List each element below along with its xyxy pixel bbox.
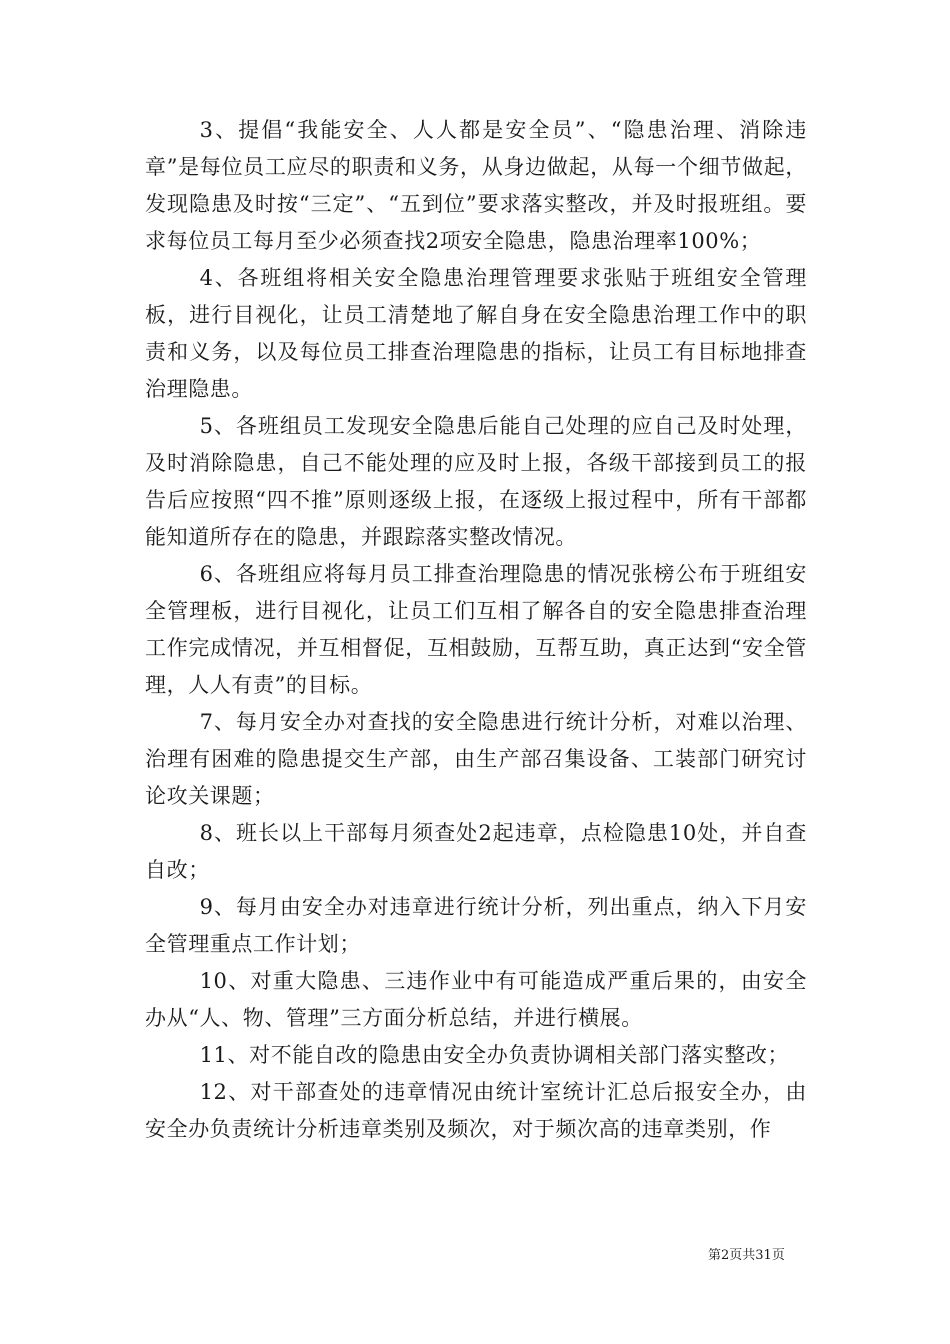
paragraph-4: 4、各班组将相关安全隐患治理管理要求张贴于班组安全管理板，进行目视化，让员工清楚地了解自身在安全隐患治理工作中的职责和义务，以及每位员工排查治理隐患的指标，让员工有目标地排查治理隐患。 (145, 266, 807, 401)
paragraph-8: 8、班长以上干部每月须查处2起违章，点检隐患10处，并自查自改； (145, 821, 807, 882)
document-body (145, 112, 807, 1148)
paragraph-3: 3、提倡“我能安全、人人都是安全员”、“隐患治理、消除违章”是每位员工应尽的职责和义务，从身边做起，从每一个细节做起，发现隐患及时按“三定”、“五到位”要求落实整改，并及时报班组。要求每位员工每月至少必须查找2项安全隐患，隐患治理率100%； (145, 118, 807, 253)
paragraph-6: 6、各班组应将每月员工排查治理隐患的情况张榜公布于班组安全管理板，进行目视化，让员工们互相了解各自的安全隐患排查治理工作完成情况，并互相督促，互相鼓励，互帮互助，真正达到“安全管理，人人有责”的目标。 (145, 562, 807, 697)
paragraph-9: 9、每月由安全办对违章进行统计分析，列出重点，纳入下月安全管理重点工作计划； (145, 895, 807, 956)
paragraph-7: 7、每月安全办对查找的安全隐患进行统计分析，对难以治理、治理有困难的隐患提交生产部，由生产部召集设备、工装部门研究讨论攻关课题； (145, 710, 807, 808)
paragraph-11: 11、对不能自改的隐患由安全办负责协调相关部门落实整改； (199, 1043, 790, 1067)
page-number: 第2页共31页 (708, 1248, 785, 1263)
paragraph-12: 12、对干部查处的违章情况由统计室统计汇总后报安全办，由安全办负责统计分析违章类别及频次，对于频次高的违章类别，作 (145, 1080, 807, 1141)
paragraph-5: 5、各班组员工发现安全隐患后能自己处理的应自己及时处理，及时消除隐患，自己不能处理的应及时上报，各级干部接到员工的报告后应按照“四不推”原则逐级上报，在逐级上报过程中，所有干部都能知道所存在的隐患，并跟踪落实整改情况。 (145, 414, 807, 549)
paragraph-10: 10、对重大隐患、三违作业中有可能造成严重后果的，由安全办从“人、物、管理”三方面分析总结，并进行横展。 (145, 969, 807, 1030)
